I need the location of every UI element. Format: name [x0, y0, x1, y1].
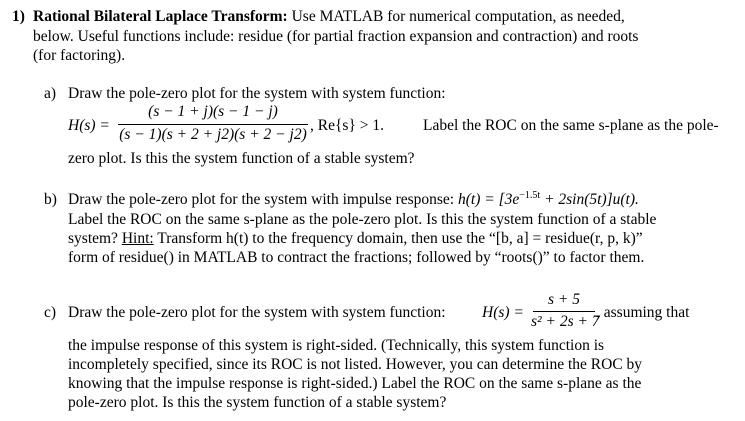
problem-intro-line2: below. Useful functions include: residue (for partial fraction expansion and contraction) and roots: [33, 28, 639, 45]
part-c-line5: pole-zero plot. Is this the system function of a stable system?: [68, 394, 447, 411]
part-c-H-lhs: H(s) =: [482, 304, 524, 321]
part-b-line3-a: system?: [68, 230, 118, 247]
part-c-line1: Draw the pole-zero plot for the system with system function:: [68, 304, 446, 321]
part-b-line1: [68, 190, 639, 209]
part-c-line3: incompletely specified, since its ROC is not listed. However, you can determine the ROC by: [68, 356, 643, 373]
problem-intro-line3: (for factoring).: [33, 47, 126, 64]
part-b-h-lhs: h(t) = [3e: [458, 191, 520, 208]
problem-number: 1): [12, 8, 25, 25]
part-b-line4: form of residue() in MATLAB to contract the fractions; followed by “roots()” to factor them.: [68, 249, 645, 266]
part-c-line4: knowing that the impulse response is right-sided.) Label the ROC on the same s-plane as the: [68, 375, 642, 392]
part-a-label: a): [44, 85, 57, 102]
part-c-label: c): [44, 304, 57, 321]
part-b-exponent: −1.5t: [519, 190, 541, 201]
part-b-line3: [68, 229, 643, 248]
part-a-denominator: (s − 1)(s + 2 + j2)(s + 2 − j2): [119, 126, 307, 143]
part-c-numerator: s + 5: [548, 291, 580, 308]
part-c-denominator: s² + 2s + 7: [531, 313, 600, 330]
part-b-line1-text: Draw the pole-zero plot for the system with impulse response:: [68, 191, 455, 208]
part-b-line2: Label the ROC on the same s-plane as the pole-zero plot. Is this the system function of a stable: [68, 211, 657, 228]
part-a-roc: , Re{s} > 1.: [310, 117, 384, 134]
part-b-h-rest: + 2sin(5t)]u(t).: [540, 191, 639, 208]
part-b-hint: Hint:: [121, 230, 154, 247]
problem-intro-line1: [33, 7, 625, 26]
part-a-fraction-bar: [118, 124, 308, 125]
part-c-line2: the impulse response of this system is right-sided. (Technically, this system function is: [68, 337, 605, 354]
part-a-line1: Draw the pole-zero plot for the system with system function:: [68, 85, 446, 102]
part-b-line3-b: Transform h(t) to the frequency domain, then use the “[b, a] = residue(r, p, k)”: [157, 230, 643, 247]
part-a-numerator: (s − 1 + j)(s − 1 − j): [148, 103, 278, 120]
problem-title: Rational Bilateral Laplace Transform:: [33, 8, 288, 25]
part-a-line3: zero plot. Is this the system function of a stable system?: [68, 150, 415, 167]
part-a-H-lhs: H(s) =: [68, 117, 110, 134]
part-b-label: b): [44, 191, 57, 208]
part-c-after: , assuming that: [596, 304, 690, 321]
part-a-roc-text: Label the ROC on the same s-plane as the pole-: [423, 117, 719, 134]
problem-intro-text: Use MATLAB for numerical computation, as needed,: [291, 8, 625, 25]
part-c-fraction-bar: [533, 311, 595, 312]
